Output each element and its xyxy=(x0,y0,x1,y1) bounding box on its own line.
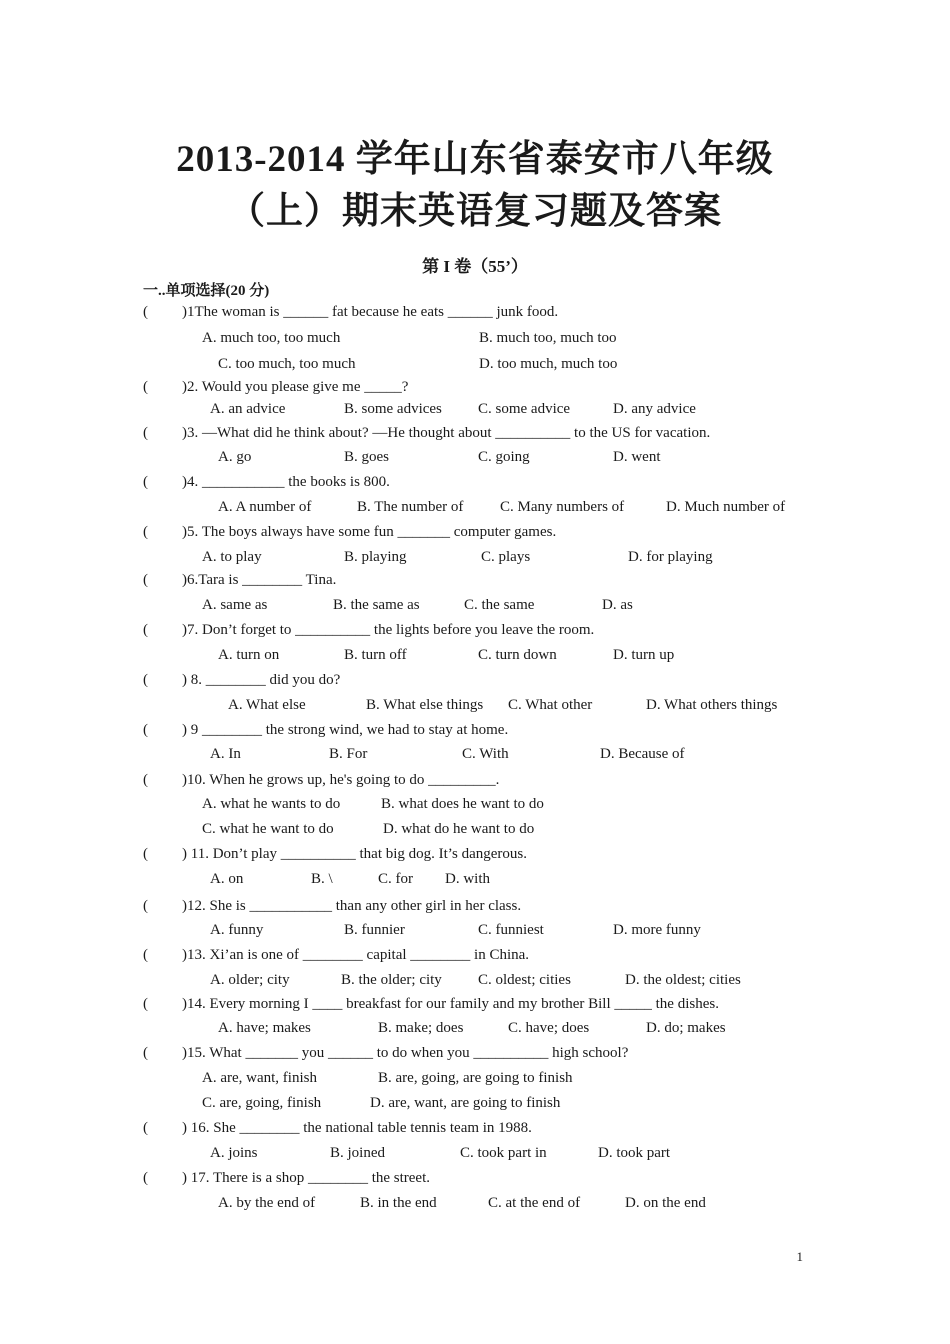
option: C. the same xyxy=(464,597,535,613)
option: C. what he want to do xyxy=(202,821,334,837)
question-stem: )6.Tara is ________ Tina. xyxy=(182,572,337,588)
option: D. What others things xyxy=(646,697,778,713)
option: A. much too, too much xyxy=(202,330,341,346)
question-stem: )14. Every morning I ____ breakfast for our family and my brother Bill _____ the dishes. xyxy=(182,996,719,1012)
answer-paren: ( xyxy=(143,772,148,788)
option: A. same as xyxy=(202,597,268,613)
answer-paren: ( xyxy=(143,722,148,738)
answer-paren: ( xyxy=(143,1170,148,1186)
option: C. turn down xyxy=(478,647,557,663)
answer-paren: ( xyxy=(143,898,148,914)
option: A. to play xyxy=(202,549,262,565)
answer-paren: ( xyxy=(143,996,148,1012)
answer-paren: ( xyxy=(143,846,148,862)
answer-paren: ( xyxy=(143,379,148,395)
answer-paren: ( xyxy=(143,947,148,963)
option: C. plays xyxy=(481,549,531,565)
option: A. on xyxy=(210,871,244,887)
option: A. What else xyxy=(228,697,306,713)
option: B. turn off xyxy=(344,647,407,663)
option: B. The number of xyxy=(357,499,464,515)
option: B. \ xyxy=(311,871,333,887)
option: C. are, going, finish xyxy=(202,1095,322,1111)
option: D. what do he want to do xyxy=(383,821,535,837)
option: A. by the end of xyxy=(218,1195,316,1211)
option: C. funniest xyxy=(478,922,544,938)
volume-subtitle: 第 I 卷（55’） xyxy=(422,257,528,276)
option: C. going xyxy=(478,449,530,465)
question-stem: ) 9 ________ the strong wind, we had to stay at home. xyxy=(182,722,509,738)
option: B. goes xyxy=(344,449,389,465)
answer-paren: ( xyxy=(143,572,148,588)
option: B. playing xyxy=(344,549,407,565)
answer-paren: ( xyxy=(143,672,148,688)
answer-paren: ( xyxy=(143,1120,148,1136)
option: B. make; does xyxy=(378,1020,464,1036)
question-stem: )13. Xi’an is one of ________ capital ________ in China. xyxy=(182,947,530,963)
question-stem: ) 11. Don’t play __________ that big dog. It’s dangerous. xyxy=(182,846,527,862)
option: D. went xyxy=(613,449,661,465)
question-stem: )3. —What did he think about? —He thought about __________ to the US for vacation. xyxy=(182,425,711,441)
option: D. the oldest; cities xyxy=(625,972,741,988)
option: B. For xyxy=(329,746,368,762)
option: C. for xyxy=(378,871,413,887)
option: D. for playing xyxy=(628,549,713,565)
page-number: 1 xyxy=(796,1249,803,1264)
option: C. What other xyxy=(508,697,593,713)
section-title: 一..单项选择(20 分) xyxy=(143,283,270,299)
option: A. go xyxy=(218,449,252,465)
question-stem: )2. Would you please give me _____? xyxy=(182,379,409,395)
option: A. funny xyxy=(210,922,264,938)
title-line-2: （上）期末英语复习题及答案 xyxy=(228,191,722,232)
option: D. too much, much too xyxy=(479,356,618,372)
question-stem: )10. When he grows up, he's going to do _________. xyxy=(182,772,500,788)
option: C. oldest; cities xyxy=(478,972,571,988)
option: A. are, want, finish xyxy=(202,1070,317,1086)
question-stem: )1The woman is ______ fat because he eats ______ junk food. xyxy=(182,304,559,320)
answer-paren: ( xyxy=(143,304,148,320)
option: B. some advices xyxy=(344,401,442,417)
option: B. what does he want to do xyxy=(381,796,544,812)
option: C. at the end of xyxy=(488,1195,581,1211)
option: D. are, want, are going to finish xyxy=(370,1095,561,1111)
answer-paren: ( xyxy=(143,622,148,638)
question-stem: )4. ___________ the books is 800. xyxy=(182,474,390,490)
option: A. joins xyxy=(210,1145,258,1161)
question-stem: )5. The boys always have some fun _______ computer games. xyxy=(182,524,557,540)
option: D. as xyxy=(602,597,633,613)
option: A. older; city xyxy=(210,972,290,988)
option: B. are, going, are going to finish xyxy=(378,1070,573,1086)
option: A. have; makes xyxy=(218,1020,311,1036)
option: B. the older; city xyxy=(341,972,442,988)
answer-paren: ( xyxy=(143,1045,148,1061)
option: C. Many numbers of xyxy=(500,499,625,515)
option: D. with xyxy=(445,871,490,887)
option: D. Because of xyxy=(600,746,685,762)
option: B. much too, much too xyxy=(479,330,617,346)
option: D. any advice xyxy=(613,401,696,417)
option: C. have; does xyxy=(508,1020,590,1036)
option: B. funnier xyxy=(344,922,405,938)
option: D. do; makes xyxy=(646,1020,726,1036)
question-stem: ) 16. She ________ the national table tennis team in 1988. xyxy=(182,1120,532,1136)
option: C. With xyxy=(462,746,509,762)
option: A. A number of xyxy=(218,499,312,515)
option: A. In xyxy=(210,746,241,762)
option: A. turn on xyxy=(218,647,280,663)
answer-paren: ( xyxy=(143,524,148,540)
option: D. took part xyxy=(598,1145,671,1161)
option: D. Much number of xyxy=(666,499,786,515)
question-stem: )7. Don’t forget to __________ the lights before you leave the room. xyxy=(182,622,595,638)
title-line-1: 2013-2014 学年山东省泰安市八年级 xyxy=(176,139,774,180)
option: B. the same as xyxy=(333,597,420,613)
question-stem: )12. She is ___________ than any other girl in her class. xyxy=(182,898,522,914)
option: B. in the end xyxy=(360,1195,437,1211)
option: D. more funny xyxy=(613,922,701,938)
option: B. joined xyxy=(330,1145,385,1161)
option: D. turn up xyxy=(613,647,675,663)
answer-paren: ( xyxy=(143,474,148,490)
question-stem: ) 17. There is a shop ________ the street. xyxy=(182,1170,431,1186)
option: A. what he wants to do xyxy=(202,796,341,812)
option: C. some advice xyxy=(478,401,571,417)
answer-paren: ( xyxy=(143,425,148,441)
option: B. What else things xyxy=(366,697,484,713)
option: C. too much, too much xyxy=(218,356,356,372)
option: A. an advice xyxy=(210,401,286,417)
question-stem: ) 8. ________ did you do? xyxy=(182,672,341,688)
question-stem: )15. What _______ you ______ to do when you __________ high school? xyxy=(182,1045,629,1061)
option: C. took part in xyxy=(460,1145,547,1161)
option: D. on the end xyxy=(625,1195,706,1211)
